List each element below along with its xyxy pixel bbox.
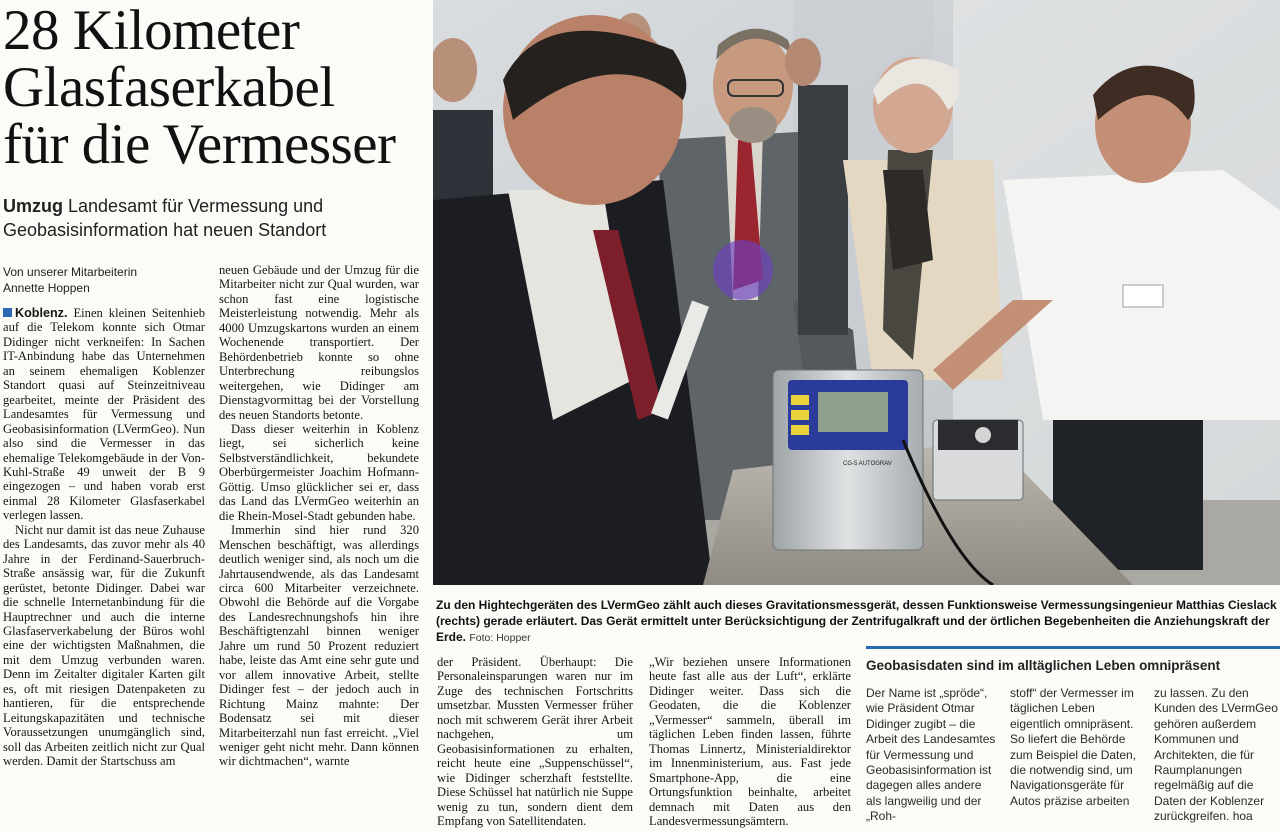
byline <box>3 264 208 296</box>
article-column-4 <box>649 655 851 828</box>
subheadline-text-2: Geobasisinformation hat neuen Standort <box>3 220 327 240</box>
article-paragraph: Dass dieser weiterhin in Koblenz liegt, sei sicherlich keine Selbstverständlichkeit, bekundete Oberbürgermeister Joachim Hofmann-Göttig. Umso glücklicher sei er, dass das Land das LVermGeo weiterhin an die Rhein-Mosel-Stadt gebunden habe. <box>219 421 419 523</box>
infobox-title: Geobasisdaten sind im alltäglichen Leben omnipräsent <box>866 658 1221 673</box>
infobox-column-3: zu lassen. Zu den Kunden des LVermGeo gehören außerdem Kommunen und Architekten, die für Raumplanungen regelmäßig auf die Daten der Koblenzer zurückgreifen. hoa <box>1154 686 1278 824</box>
article-paragraph: neuen Gebäude und der Umzug für die Mitarbeiter nicht zur Qual wurden, war schon fast eine logistische Meisterleistung notwendig. Mehr als 4000 Umzugskartons wurden an einem Wochenende transportiert. Der Behördenbetrieb konnte so ohne Unterbrechung reibungslos weitergehen, wie Didinger am Dienstagvormittag bei der Vorstellung des neuen Standorts betonte. <box>219 263 419 422</box>
news-photo <box>433 0 1280 585</box>
photo-credit: Foto: Hopper <box>469 632 531 644</box>
headline-line-2: Glasfaserkabel <box>3 56 335 119</box>
caption-text: Zu den Hightechgeräten des LVermGeo zählt auch dieses Gravitationsmessgerät, dessen Funktionsweise Vermessungsingenieur Matthias Cieslack (rechts) gerade erläutert. Das Gerät ermittelt unter Berücksichtigung der Zentrifugalkraft und der örtlichen Begebenheiten die Anziehungskraft der Erde. <box>436 598 1277 644</box>
byline-role: Von unserer Mitarbeiterin <box>3 265 138 279</box>
svg-text:CG-5 AUTOGRAV: CG-5 AUTOGRAV <box>843 461 892 467</box>
subheadline-keyword: Umzug <box>3 196 63 216</box>
headline-line-1: 28 Kilometer <box>3 0 300 62</box>
byline-author: Annette Hoppen <box>3 281 90 295</box>
article-paragraph: „Wir beziehen unsere Informationen heute fast alle aus der Luft“, erklärte Didinger weiter. Dass sich die Geodaten, die die Koblenzer „Vermesser“ sammeln, überall im täglichen Leben finden lassen, führte Thomas Linnertz, Ministerialdirektor im Innenministerium, aus. Fast jede Smartphone-App, die eine Ortungsfunktion beinhalte, arbeitet demnach mit Daten aus den Landesvermessungsämtern. <box>649 655 851 828</box>
dateline-location: Koblenz. <box>15 306 68 320</box>
article-column-3 <box>437 655 633 828</box>
headline-line-3: für die Vermesser <box>3 113 396 176</box>
infobox-rule <box>866 646 1280 649</box>
infobox-column-1: Der Name ist „spröde“, wie Präsident Otmar Didinger zugibt – die Arbeit des Landesamtes für Vermessung und Geobasisinformation ist dagegen alles andere als langweilig und der „Roh- <box>866 686 996 824</box>
blue-square-icon <box>3 308 12 317</box>
subheadline-text-1: Landesamt für Vermessung und <box>68 196 324 216</box>
infobox-column-2: stoff“ der Vermesser im täglichen Leben eigentlich omnipräsent. So liefert die Behörde zum Beispiel die Daten, die notwendig sind, um Navigationsgeräte für Autos präzise arbeiten <box>1010 686 1137 808</box>
headline <box>3 0 428 176</box>
article-paragraph: Nicht nur damit ist das neue Zuhause des Landesamts, das zuvor mehr als 40 Jahre in der Ferdinand-Sauerbruch-Straße ansässig war, für die Zukunft gerüstet, betonte Didinger. Dabei war die schnelle Internetanbindung für die Hauptrechner und auch die interne Glasfaserverkabelung der Büros wohl eine der wichtigsten Maßnahmen, die mit dem Umzug verbunden waren. Denn im Zeitalter digitaler Karten gilt es, oft mit riesigen Datenpaketen zu hantieren, für die entsprechende Leitungskapazitäten und technische Voraussetzungen unumgänglich sind, soll das Arbeiten zeitlich nicht zur Qual werden. Damit der Startschuss am <box>3 522 205 769</box>
article-column-2 <box>219 263 419 769</box>
article-paragraph: Immerhin sind hier rund 320 Menschen beschäftigt, was allerdings deutlich weniger sind, als noch um die Jahrtausendwende, als das Landesamt circa 600 Mitarbeiter verzeichnete. Obwohl die Behörde auf die Vorgabe des Landesrechnungshofs hin ihre Beschäftigtenzahl binnen weniger Jahre um rund 50 Prozent reduziert habe, leiste das Amt eine sehr gute und vor allem innovative Arbeit, stellte Didinger fest – der jedoch auch in Richtung Mainz mahnte: Der Bodensatz sei mit dieser Mitarbeiterzahl nun fast erreicht. „Viel weniger geht nicht mehr. Dann können wir dichtmachen“, warnte <box>219 523 419 769</box>
article-paragraph: der Präsident. Überhaupt: Die Personaleinsparungen waren nur im Zuge des technischen Fortschritts umsetzbar. Mussten Vermesser früher noch mit schwerem Gerät ihrer Arbeit nachgehen, um Geobasisinformationen zu erhalten, reicht heute eine „Suppenschüssel“, wie Didinger scherzhaft feststellte. Diese Schüssel hat natürlich nie Suppe wenig zu tun, sondern dient dem Empfang von Satellitendaten. <box>437 655 633 828</box>
subheadline <box>3 194 428 242</box>
article-paragraph: Koblenz. Einen kleinen Seitenhieb auf die Telekom konnte sich Otmar Didinger nicht verkneifen: In Sachen IT-Anbindung habe das Unternehmen an seinem ehemaligen Koblenzer Standort quasi auf Steinzeitniveau gearbeitet, meinte der Präsident des Landesamtes für Vermessung und Geobasisinformation (LVermGeo). Nun also sind die Vermesser in das ehemalige Telekomgebäude in der Von-Kuhl-Straße 49 unweit der B 9 eingezogen – und haben vorab erst einmal 28 Kilometer Glasfaserkabel verlegen lassen. <box>3 306 205 523</box>
photo-caption <box>436 597 1278 646</box>
article-column-1 <box>3 306 205 769</box>
device-label <box>843 461 892 467</box>
